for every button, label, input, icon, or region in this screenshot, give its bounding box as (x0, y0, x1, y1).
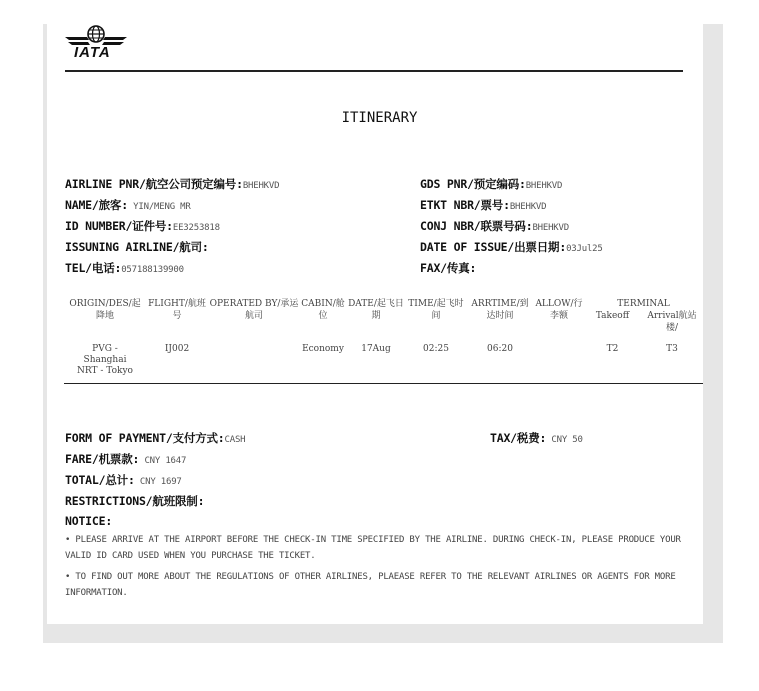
page-title: ITINERARY (341, 110, 418, 126)
restrictions-field (65, 493, 204, 509)
cell-time: 02:25 (423, 344, 449, 354)
restrictions-label: RESTRICTIONS/航班限制: (65, 494, 205, 508)
col-origin: ORIGIN/DES/起降地 (69, 299, 141, 321)
tel-label: TEL/电话: (65, 261, 122, 275)
col-operated: OPERATED BY/承运航司 (209, 299, 299, 321)
tax-label: TAX/税费: (490, 431, 547, 445)
id-number-label: ID NUMBER/证件号: (65, 219, 173, 233)
cell-origin (64, 340, 146, 384)
cell-date: 17Aug (361, 344, 391, 354)
fax-label: FAX/传真: (420, 261, 477, 275)
col-allow: ALLOW/行李额 (535, 299, 583, 321)
cell-takeoff: T2 (606, 344, 619, 354)
cell-flight: IJ002 (164, 344, 190, 354)
origin-line-2: Shanghai (83, 355, 127, 365)
issuing-airline-label: ISSUNING AIRLINE/航司: (65, 240, 209, 254)
col-cabin: CABIN/舱位 (301, 299, 345, 321)
cell-cabin: Economy (302, 344, 344, 354)
col-arrival: Arrival航站楼/ (647, 311, 697, 333)
tel-field (65, 260, 184, 276)
id-number-field (65, 218, 220, 234)
tel-value: 057188139900 (121, 265, 184, 275)
total-value: CNY 1697 (134, 477, 182, 487)
payment-form-label: FORM OF PAYMENT/支付方式: (65, 431, 225, 445)
airline-pnr-label: AIRLINE PNR/航空公司预定编号: (65, 177, 243, 191)
date-of-issue-field (420, 239, 603, 255)
name-field (65, 197, 191, 213)
conj-field (420, 218, 569, 234)
col-arrtime: ARRTIME/到达时间 (471, 299, 529, 321)
iata-logo-text: IATA (74, 44, 111, 61)
gds-pnr-value: BHEHKVD (525, 181, 563, 191)
col-time: TIME/起飞时间 (408, 299, 464, 321)
airline-pnr-value: BHEHKVD (242, 181, 280, 191)
gds-pnr-field (420, 176, 562, 192)
fare-value: CNY 1647 (139, 456, 187, 466)
payment-form-field (65, 430, 245, 446)
name-label: NAME/旅客: (65, 198, 128, 212)
tax-value: CNY 50 (546, 435, 583, 445)
col-flight: FLIGHT/航班号 (148, 299, 206, 321)
name-value: YIN/MENG MR (127, 202, 191, 212)
origin-line-3: NRT - Tokyo (77, 366, 133, 376)
fare-label: FARE/机票款: (65, 452, 140, 466)
cell-allow (534, 340, 584, 384)
date-of-issue-label: DATE OF ISSUE/出票日期: (420, 240, 567, 254)
total-label: TOTAL/总计: (65, 473, 135, 487)
notice-label: NOTICE: (65, 514, 113, 528)
cell-operated (208, 340, 300, 384)
col-takeoff: Takeoff (595, 311, 630, 321)
fare-field (65, 451, 186, 467)
payment-form-value: CASH (224, 435, 246, 445)
header-rule (65, 70, 683, 72)
col-terminal: TERMINAL (617, 299, 670, 309)
date-of-issue-value: 03Jul25 (566, 244, 603, 254)
conj-value: BHEHKVD (532, 223, 569, 233)
notice-item-2: • TO FIND OUT MORE ABOUT THE REGULATIONS OF OTHER AIRLINES, PLAEASE REFER TO THE RELEVANT AIRLINES OR AGENTS FOR MORE INFORMATION. (65, 572, 676, 598)
flight-table (64, 296, 703, 384)
cell-arrival: T3 (666, 344, 678, 354)
fax-field (420, 260, 476, 276)
etkt-label: ETKT NBR/票号: (420, 198, 510, 212)
airline-pnr-field (65, 176, 279, 192)
table-row (64, 340, 703, 384)
id-number-value: EE3253818 (172, 223, 220, 233)
origin-line-1: PVG - (92, 344, 118, 354)
cell-arrtime: 06:20 (487, 344, 513, 354)
etkt-value: BHEHKVD (509, 202, 547, 212)
col-date: DATE/起飞日期 (348, 299, 404, 321)
tax-field (490, 430, 583, 446)
notice-heading (65, 514, 112, 528)
conj-label: CONJ NBR/联票号码: (420, 219, 533, 233)
notice-item-1: • PLEASE ARRIVE AT THE AIRPORT BEFORE THE CHECK-IN TIME SPECIFIED BY THE AIRLINE. DURING CHECK-IN, PLEASE PRODUCE YOUR VALID ID CARD USED WHEN YOU PURCHASE THE TICKET. (65, 535, 681, 561)
etkt-field (420, 197, 546, 213)
total-field (65, 472, 182, 488)
issuing-airline-field (65, 239, 209, 255)
gds-pnr-label: GDS PNR/预定编码: (420, 177, 526, 191)
